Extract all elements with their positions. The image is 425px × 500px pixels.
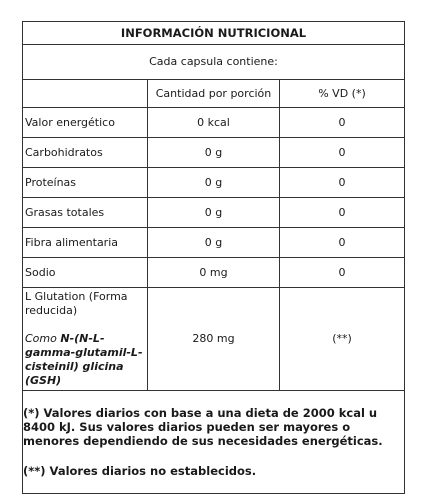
nutrient-name: Proteínas <box>23 168 148 198</box>
nutrient-name: Sodio <box>23 258 148 288</box>
glutathione-as-label: Como <box>25 332 57 345</box>
table-row <box>23 138 405 168</box>
nutrient-vd: 0 <box>280 258 405 288</box>
header-vd: % VD (*) <box>280 80 405 108</box>
table-subtitle: Cada capsula contiene: <box>23 45 405 80</box>
nutrient-name: Fibra alimentaria <box>23 228 148 258</box>
table-row-glutathione <box>23 288 405 391</box>
nutrient-name: Valor energético <box>23 108 148 138</box>
glutathione-chemical-name: N-(N-L-gamma-glutamil-L-cisteinil) glicina (GSH) <box>25 332 143 387</box>
table-title: INFORMACIÓN NUTRICIONAL <box>23 22 405 45</box>
nutrient-vd: 0 <box>280 198 405 228</box>
table-title-row <box>23 22 405 45</box>
glutathione-chemical <box>25 332 145 388</box>
nutrient-vd: 0 <box>280 228 405 258</box>
nutrient-vd: 0 <box>280 138 405 168</box>
nutrient-amount: 0 g <box>148 168 280 198</box>
table-row <box>23 258 405 288</box>
glutathione-vd: (**) <box>280 288 405 391</box>
footnote-daily-values: (*) Valores diarios con base a una dieta de 2000 kcal u 8400 kJ. Sus valores diarios pueden ser mayores o menores dependiendo de sus necesidades energéticas. <box>23 406 383 448</box>
nutrient-amount: 0 kcal <box>148 108 280 138</box>
footnote-spacer <box>23 448 404 464</box>
nutrient-vd: 0 <box>280 108 405 138</box>
glutathione-amount: 280 mg <box>148 288 280 391</box>
table-row <box>23 228 405 258</box>
footnotes-cell <box>23 391 405 494</box>
header-portion: Cantidad por porción <box>148 80 280 108</box>
footnotes-row <box>23 391 405 494</box>
nutrient-amount: 0 mg <box>148 258 280 288</box>
nutrient-vd: 0 <box>280 168 405 198</box>
table-row <box>23 168 405 198</box>
table-subtitle-row <box>23 45 405 80</box>
table-row <box>23 198 405 228</box>
nutrient-amount: 0 g <box>148 138 280 168</box>
header-empty-cell <box>23 80 148 108</box>
column-header-row <box>23 80 405 108</box>
glutathione-name: L Glutation (Forma reducida) <box>25 290 128 317</box>
table-row <box>23 108 405 138</box>
glutathione-cell <box>23 288 148 391</box>
nutrient-amount: 0 g <box>148 198 280 228</box>
footnote-not-established: (**) Valores diarios no establecidos. <box>23 464 257 478</box>
nutrient-amount: 0 g <box>148 228 280 258</box>
nutrition-table <box>22 21 405 494</box>
nutrient-name: Grasas totales <box>23 198 148 228</box>
nutrient-name: Carbohidratos <box>23 138 148 168</box>
